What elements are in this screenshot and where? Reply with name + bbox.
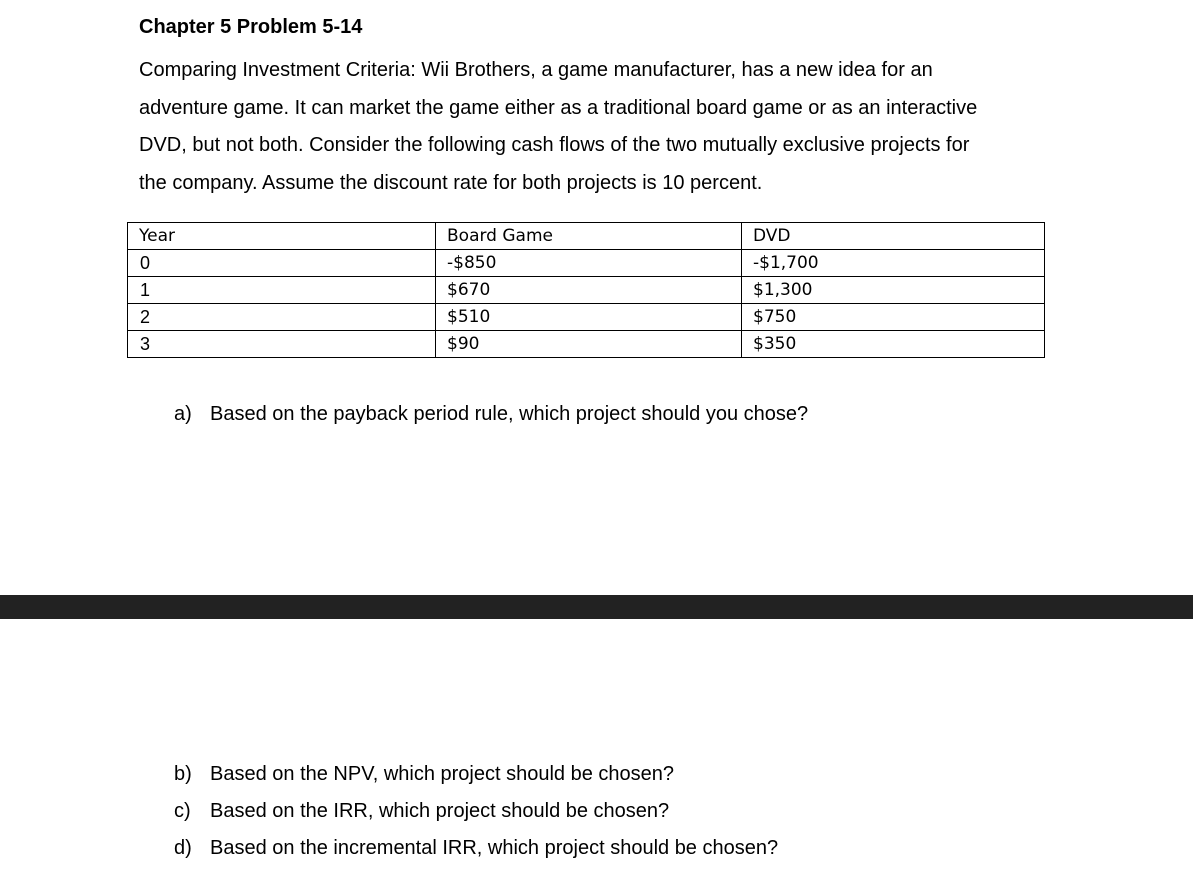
question-b <box>174 761 674 787</box>
problem-statement-line: the company. Assume the discount rate for both projects is 10 percent. <box>139 171 763 194</box>
cell-dvd: $1,300 <box>742 277 1045 304</box>
question-letter: d) <box>174 837 192 859</box>
table-row <box>128 277 1045 304</box>
cash-flow-table <box>127 222 1045 358</box>
question-letter: a) <box>174 403 192 425</box>
table-header-row <box>128 223 1045 250</box>
question-c <box>174 798 669 824</box>
redaction-bar <box>0 595 1193 619</box>
question-text: Based on the payback period rule, which project should you chose? <box>210 403 809 425</box>
page-title: Chapter 5 Problem 5-14 <box>139 16 363 38</box>
problem-statement-line: DVD, but not both. Consider the following cash flows of the two mutually exclusive projects for <box>139 134 970 156</box>
cell-board-game: $90 <box>436 331 742 358</box>
table-row <box>128 304 1045 331</box>
problem-statement-line: adventure game. It can market the game either as a traditional board game or as an interactive <box>139 96 978 119</box>
column-header-dvd: DVD <box>742 223 1045 250</box>
problem-statement <box>139 52 1059 202</box>
cell-year: 3 <box>128 331 436 358</box>
table-row <box>128 250 1045 277</box>
question-d <box>174 835 778 861</box>
column-header-board-game: Board Game <box>436 223 742 250</box>
cell-dvd: -$1,700 <box>742 250 1045 277</box>
question-a <box>174 401 808 427</box>
table-row <box>128 331 1045 358</box>
cell-board-game: $670 <box>436 277 742 304</box>
problem-statement-line: Comparing Investment Criteria: Wii Brothers, a game manufacturer, has a new idea for an <box>139 59 933 81</box>
column-header-year: Year <box>128 223 436 250</box>
question-text: Based on the incremental IRR, which project should be chosen? <box>210 837 779 859</box>
question-letter: c) <box>174 800 191 822</box>
cell-board-game: $510 <box>436 304 742 331</box>
cell-dvd: $350 <box>742 331 1045 358</box>
cell-year: 2 <box>128 304 436 331</box>
question-text: Based on the IRR, which project should be chosen? <box>210 800 670 822</box>
question-text: Based on the NPV, which project should be chosen? <box>210 763 675 785</box>
cell-year: 0 <box>128 250 436 277</box>
question-letter: b) <box>174 763 192 785</box>
cell-dvd: $750 <box>742 304 1045 331</box>
cell-board-game: -$850 <box>436 250 742 277</box>
cell-year: 1 <box>128 277 436 304</box>
